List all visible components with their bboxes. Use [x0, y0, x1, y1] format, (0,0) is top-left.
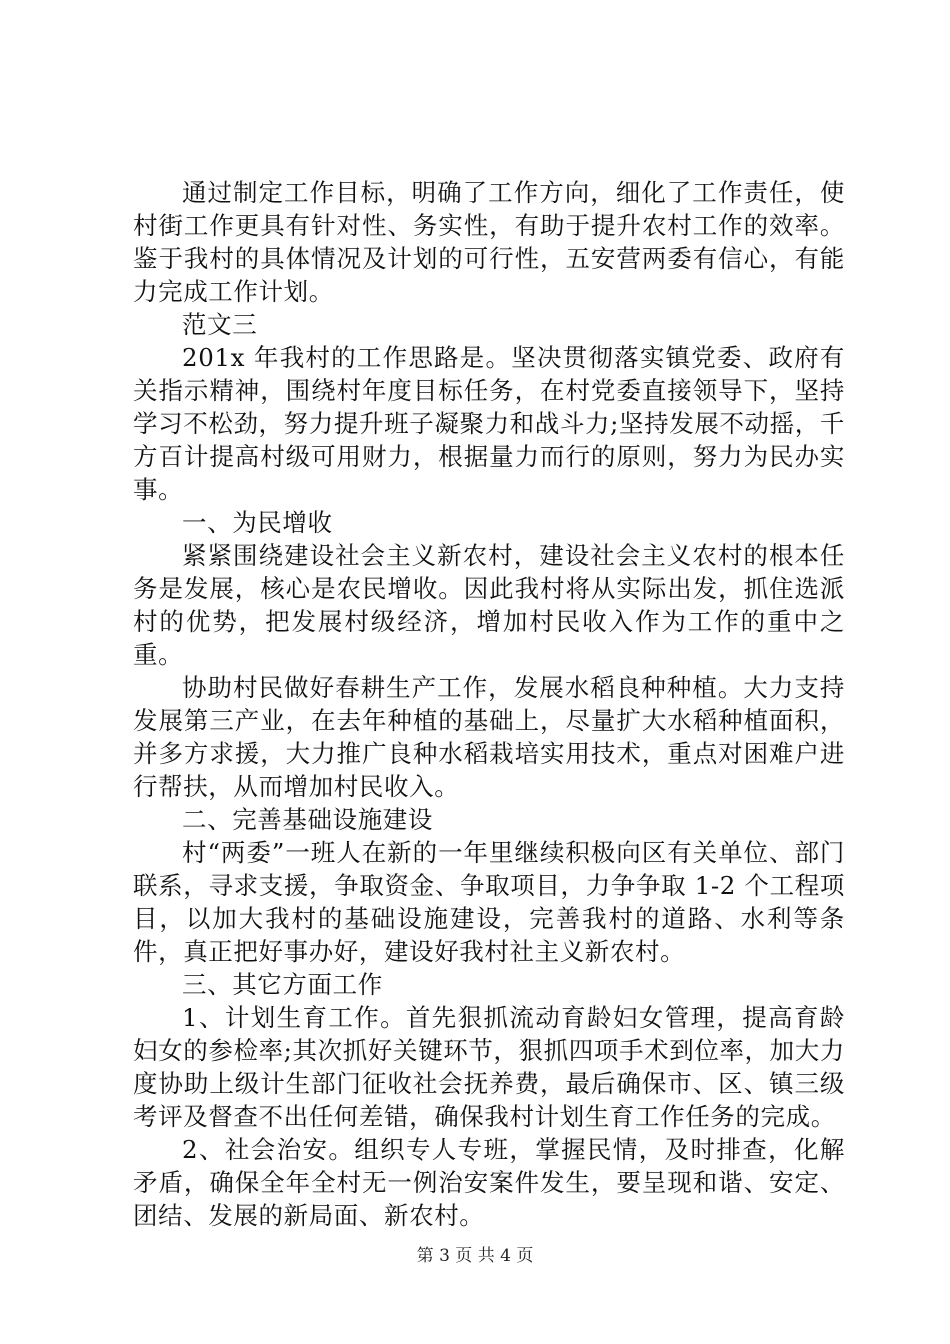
page-number-footer: 第 3 页 共 4 页: [416, 1246, 534, 1266]
paragraph-infrastructure: 村“两委”一班人在新的一年里继续积极向区有关单位、部门联系，寻求支援，争取资金、争取项目，力争争取 1-2 个工程项目，以加大我村的基础设施建设，完善我村的道路、水利等条件，真正把好事办好，建设好我村社主义新农村。: [133, 838, 845, 966]
paragraph-public-security: 2、社会治安。组织专人专班，掌握民情，及时排查，化解矛盾，确保全年全村无一例治安案件发生，要呈现和谐、安定、团结、发展的新局面、新农村。: [133, 1135, 845, 1230]
heading-income: 一、为民增收: [182, 508, 333, 537]
document-body: [133, 176, 845, 1232]
heading-other-work: 三、其它方面工作: [182, 970, 383, 999]
paragraph-1: 通过制定工作目标，明确了工作方向，细化了工作责任，使村街工作更具有针对性、务实性，有助于提升农村工作的效率。鉴于我村的具体情况及计划的可行性，五安营两委有信心，有能力完成工作计划。: [133, 178, 845, 306]
paragraph-income-2: 协助村民做好春耕生产工作，发展水稻良种种植。大力支持发展第三产业，在去年种植的基础上，尽量扩大水稻种植面积，并多方求援，大力推广良种水稻栽培实用技术，重点对困难户进行帮扶，从而增加村民收入。: [133, 673, 845, 801]
paragraph-work-idea: 201x 年我村的工作思路是。坚决贯彻落实镇党委、政府有关指示精神，围绕村年度目标任务，在村党委直接领导下，坚持学习不松劲，努力提升班子凝聚力和战斗力;坚持发展不动摇，千方百计提高村级可用财力，根据量力而行的原则，努力为民办实事。: [133, 343, 845, 504]
paragraph-income-1: 紧紧围绕建设社会主义新农村，建设社会主义农村的根本任务是发展，核心是农民增收。因此我村将从实际出发，抓住选派村的优势，把发展村级经济，增加村民收入作为工作的重中之重。: [133, 541, 845, 669]
heading-infrastructure: 二、完善基础设施建设: [182, 805, 433, 834]
section-heading-fanwen-san: 范文三: [182, 310, 258, 339]
paragraph-family-planning: 1、计划生育工作。首先狠抓流动育龄妇女管理，提高育龄妇女的参检率;其次抓好关键环节，狠抓四项手术到位率，加大力度协助上级计生部门征收社会抚养费，最后确保市、区、镇三级考评及督查不出任何差错，确保我村计划生育工作任务的完成。: [133, 1003, 845, 1131]
